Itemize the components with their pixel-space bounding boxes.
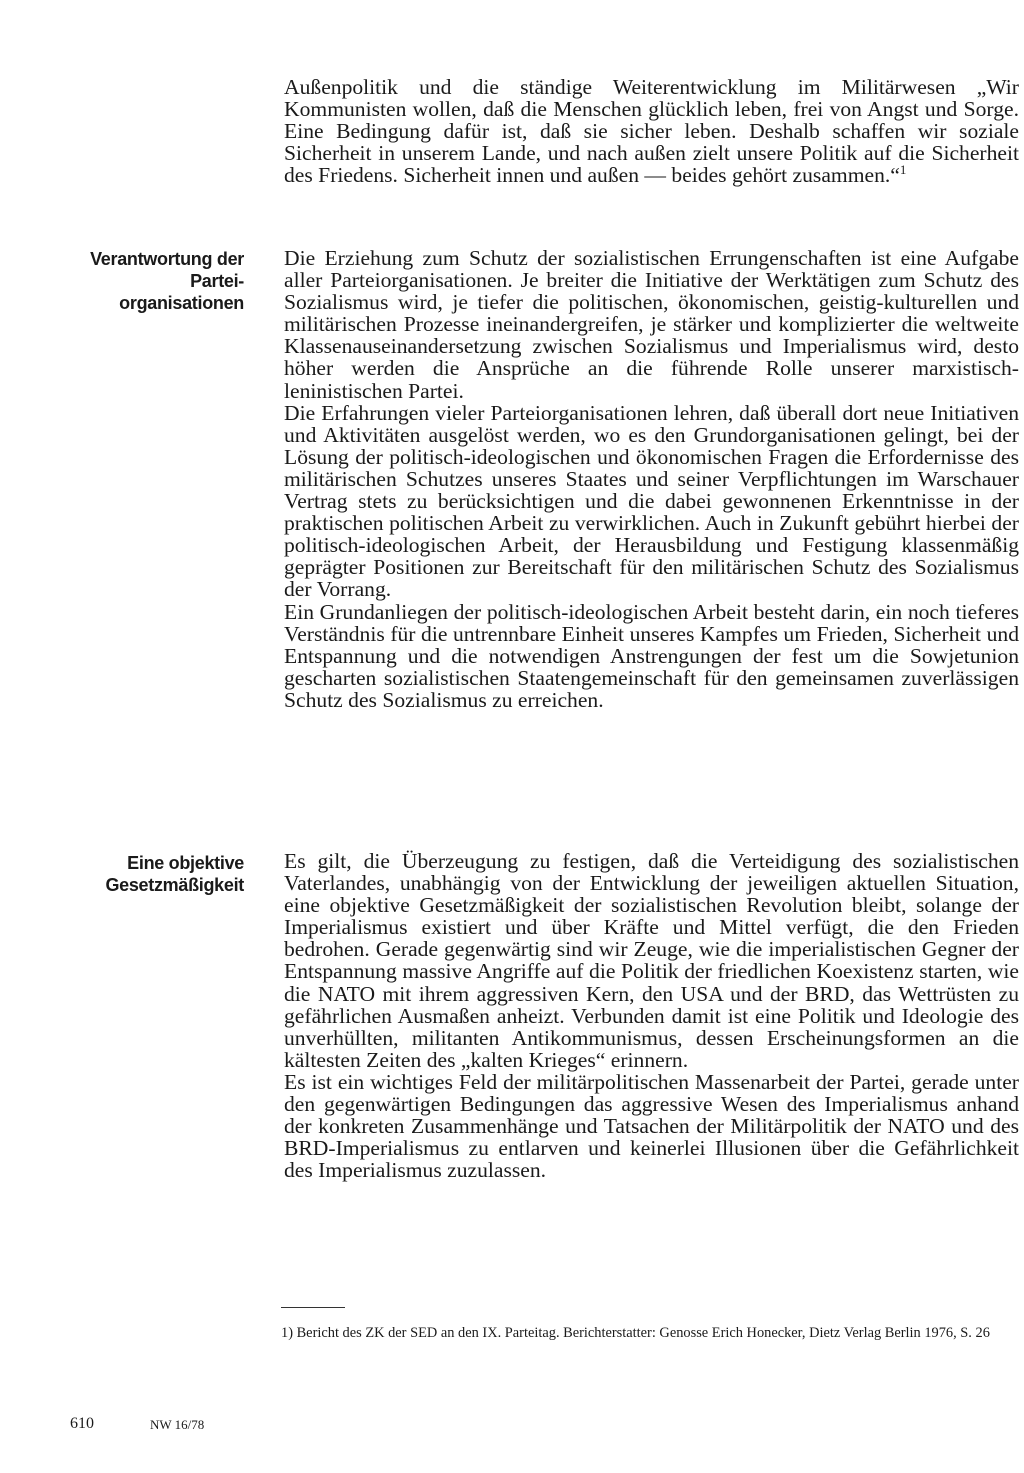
heading-line: Partei- xyxy=(190,271,244,291)
issue-label: NW 16/78 xyxy=(150,1417,205,1432)
footnote-text: 1) Bericht des ZK der SED an den IX. Parteitag. Berichterstatter: Genosse Erich Honecker, Dietz Verlag Berlin 1976, S. 26 xyxy=(281,1325,990,1341)
paragraph: Ein Grundanliegen der politisch-ideologischen Arbeit besteht darin, ein noch tieferes Verständnis für die untrennbare Einheit unseres Kampfes um Frieden, Sicherheit und Entspannung und die notwendigen Anstrengungen der fest um die Sowjetunion gescharten sozialistischen Staatengemeinschaft für den gemeinsamen zuverlässigen Schutz des Sozialismus zu erreichen. xyxy=(284,599,1019,712)
heading-line: Verantwortung der xyxy=(90,249,244,269)
section-responsibility-text xyxy=(284,247,1019,711)
intro-paragraph xyxy=(284,76,1019,186)
intro-text-block xyxy=(284,76,1019,186)
footnote-divider xyxy=(281,1307,345,1308)
paragraph: Die Erfahrungen vieler Parteiorganisationen lehren, daß überall dort neue Initiativen und Aktivitäten ausgelöst werden, wo es den Grundorganisationen gelingt, bei der Lösung der politisch-ideologischen und ökonomischen Fragen die Erfordernisse des militärischen Schutzes unseres Staates und seiner Verpflichtungen im Warschauer Vertrag stets zu berücksichtigen und die dabei gewonnenen Erkenntnisse in der praktischen politischen Arbeit zu verwirklichen. Auch in Zukunft gebührt hierbei der politisch-ideologischen Arbeit, der Herausbildung und Festigung klassenmäßig geprägter Positionen zur Bereitschaft für den militärischen Schutz des Sozialismus der Vorrang. xyxy=(284,400,1019,602)
paragraph: Es gilt, die Überzeugung zu festigen, daß die Verteidigung des sozialistischen Vaterlandes, unabhängig von der Entwicklung der jeweiligen aktuellen Situation, eine objektive Gesetzmäßigkeit der sozialistischen Revolution bleibt, solange der Imperialismus existiert und über Kräfte und Mittel verfügt, die den Frieden bedrohen. Gerade gegenwärtig sind wir Zeuge, wie die imperialistischen Gegner der Entspannung massive Angriffe auf die Politik der friedlichen Koexistenz starten, wie die NATO mit ihrem aggressiven Kern, den USA und der BRD, das Wettrüsten zu gefährlichen Ausmaßen anheizt. Verbunden damit ist eine Politik und Ideologie des unverhüllten, militanten Antikommunismus, dessen Erscheinungsformen an die kältesten Zeiten des „kalten Krieges“ erinnern. xyxy=(284,849,1019,1072)
page-number: 610 xyxy=(70,1415,94,1432)
heading-line: Eine objektive xyxy=(127,853,244,873)
margin-heading-responsibility xyxy=(40,248,244,314)
paragraph: Es ist ein wichtiges Feld der militärpolitischen Massenarbeit der Partei, gerade unter den gegenwärtigen Bedingungen das aggressive Wesen des Imperialismus anhand der konkreten Zusammenhänge und Tatsachen der Militärpolitik der NATO und des BRD-Imperialismus zu entlarven und keinerlei Illusionen über die Gefährlichkeit des Imperialismus zuzulassen. xyxy=(284,1069,1019,1183)
heading-line: Gesetzmäßigkeit xyxy=(105,875,244,895)
heading-line: organisationen xyxy=(119,293,244,313)
section-objective-law-text xyxy=(284,850,1019,1181)
paragraph: Die Erziehung zum Schutz der sozialistischen Errungenschaften ist eine Aufgabe aller Parteiorganisationen. Je breiter die Initiative der Werktätigen zum Schutz des Sozialismus wird, je tiefer die politischen, ökonomischen, geistig-kulturellen und militärischen Prozesse ineinandergreifen, je stärker und komplizierter die weltweite Klassenauseinandersetzung zwischen Sozialismus und Imperialismus wird, desto höher werden die Ansprüche an die führende Rolle unserer marxistisch-leninistischen Partei. xyxy=(284,246,1019,403)
intro-paragraph-text: Außenpolitik und die ständige Weiterentwicklung im Militärwesen „Wir Kommunisten wollen, daß die Menschen glücklich leben, frei von Angst und Sorge. Eine Bedingung dafür ist, daß sie sicher leben. Deshalb schaffen wir soziale Sicherheit in unserem Lande, und nach außen zielt unsere Politik auf die Sicherheit des Friedens. Sicherheit innen und außen — beides gehört zusammen.“ xyxy=(284,75,1019,188)
footnote-reference: 1 xyxy=(899,162,907,178)
margin-heading-objective-law xyxy=(40,852,244,896)
